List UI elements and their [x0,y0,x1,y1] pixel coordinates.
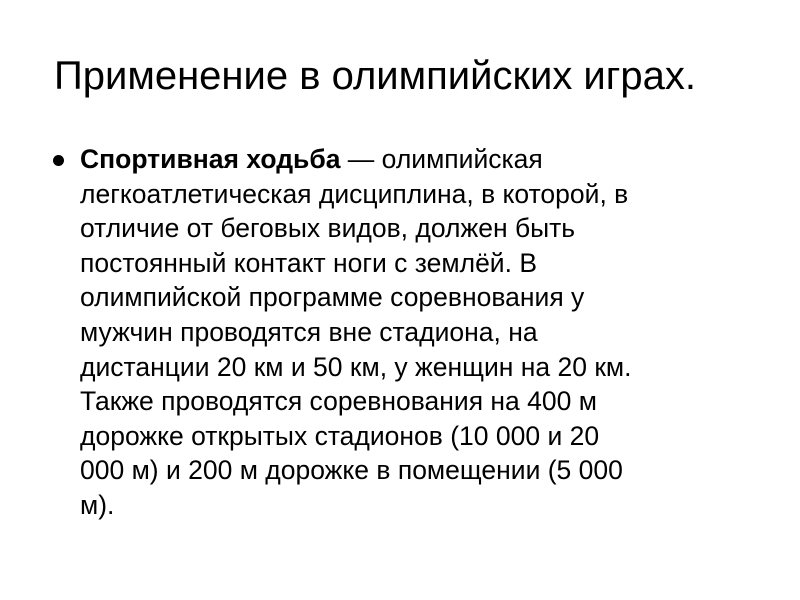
bullet-text [80,142,800,523]
bullet-line-text: — олимпийская [340,144,543,174]
bullet-term: Спортивная ходьба [80,144,341,174]
bullet-line: олимпийской программе соревнования у [80,282,585,313]
bullet-line: дистанции 20 км и 50 км, у женщин на 20 км. [80,351,632,382]
bullet-line: м). [80,489,115,520]
bullet-line [80,142,800,177]
bullet-line: легкоатлетическая дисциплина, в которой, в [80,178,629,209]
bullet-list [0,142,800,523]
bullet-line: дорожке открытых стадионов (10 000 и 20 [80,420,600,451]
bullet-line: 000 м) и 200 м дорожке в помещении (5 000 [80,455,623,486]
slide-title: Применение в олимпийских играх. [54,54,696,98]
bullet-dot-icon [53,155,64,166]
bullet-line: постоянный контакт ноги с землёй. В [80,247,538,278]
bullet-line: отличие от беговых видов, должен быть [80,213,576,244]
bullet-line: Также проводятся соревнования на 400 м [80,386,597,417]
bullet-item [0,142,800,523]
bullet-line: мужчин проводятся вне стадиона, на [80,316,538,347]
